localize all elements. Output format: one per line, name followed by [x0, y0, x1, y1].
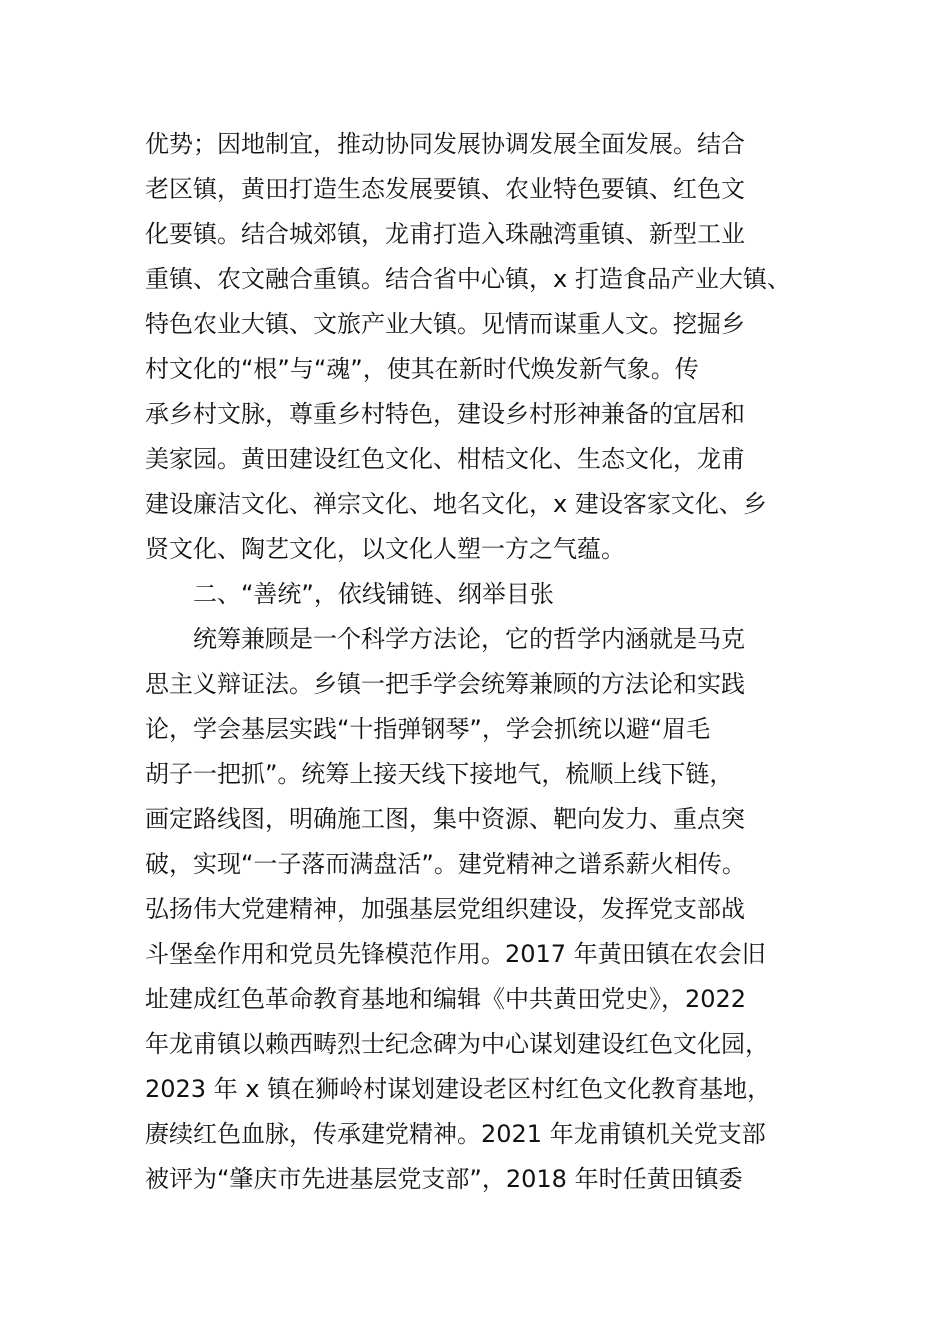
text-line: 被评为“肇庆市先进基层党支部”，2018 年时任黄田镇委 [145, 1165, 743, 1193]
body-text [145, 122, 835, 1202]
text-line: 论，学会基层实践“十指弹钢琴”，学会抓统以避“眉毛 [145, 715, 711, 743]
text-line: 址建成红色革命教育基地和编辑《中共黄田党史》，2022 [145, 985, 747, 1013]
text-line: 特色农业大镇、文旅产业大镇。见情而谋重人文。挖掘乡 [145, 310, 745, 338]
text-line: 建设廉洁文化、禅宗文化、地名文化，x 建设客家文化、乡 [145, 490, 767, 518]
section-heading: 二、“善统”，依线铺链、纲举目张 [193, 580, 554, 608]
text-line: 年龙甫镇以赖西畴烈士纪念碑为中心谋划建设红色文化园， [145, 1030, 769, 1058]
text-line: 优势；因地制宜，推动协同发展协调发展全面发展。结合 [145, 130, 745, 158]
text-line: 重镇、农文融合重镇。结合省中心镇，x 打造食品产业大镇、 [145, 265, 791, 293]
text-line: 2023 年 x 镇在狮岭村谋划建设老区村红色文化教育基地， [145, 1075, 772, 1103]
text-line: 斗堡垒作用和党员先锋模范作用。2017 年黄田镇在农会旧 [145, 940, 766, 968]
paragraph-start-line: 统筹兼顾是一个科学方法论，它的哲学内涵就是马克 [193, 625, 745, 653]
text-line: 赓续红色血脉，传承建党精神。2021 年龙甫镇机关党支部 [145, 1120, 766, 1148]
text-line: 贤文化、陶艺文化，以文化人塑一方之气蕴。 [145, 535, 625, 563]
text-line: 画定路线图，明确施工图，集中资源、靶向发力、重点突 [145, 805, 745, 833]
text-line: 思主义辩证法。乡镇一把手学会统筹兼顾的方法论和实践 [145, 670, 745, 698]
text-line: 化要镇。结合城郊镇，龙甫打造入珠融湾重镇、新型工业 [145, 220, 745, 248]
text-line: 老区镇，黄田打造生态发展要镇、农业特色要镇、红色文 [145, 175, 745, 203]
text-line: 破，实现“一子落而满盘活”。建党精神之谱系薪火相传。 [145, 850, 746, 878]
text-line: 美家园。黄田建设红色文化、柑桔文化、生态文化，龙甫 [145, 445, 745, 473]
text-line: 弘扬伟大党建精神，加强基层党组织建设，发挥党支部战 [145, 895, 745, 923]
text-line: 村文化的“根”与“魂”，使其在新时代焕发新气象。传 [145, 355, 699, 383]
text-line: 承乡村文脉，尊重乡村特色，建设乡村形神兼备的宜居和 [145, 400, 745, 428]
text-line: 胡子一把抓”。统筹上接天线下接地气，梳顺上线下链， [145, 760, 734, 788]
